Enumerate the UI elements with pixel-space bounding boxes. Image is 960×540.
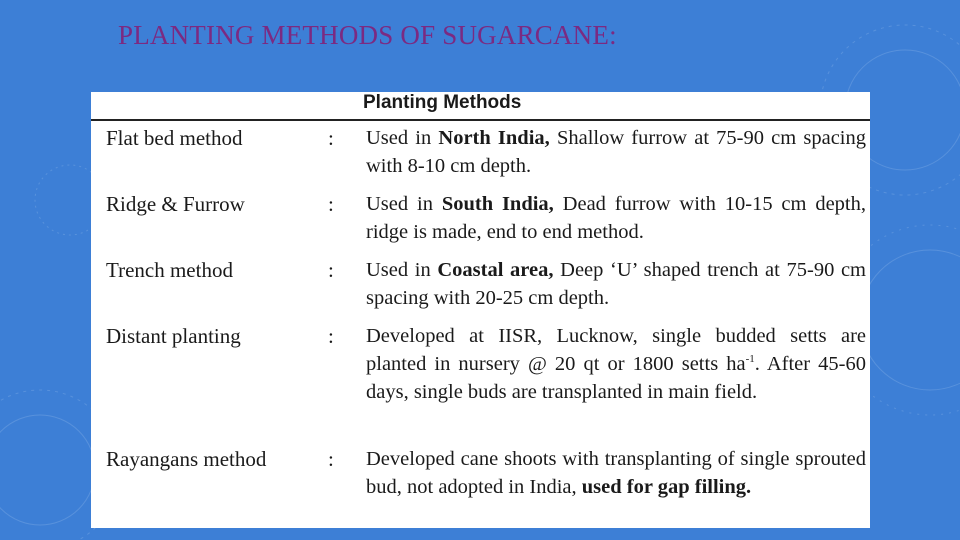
row-description: Used in Coastal area, Deep ‘U’ shaped trench at 75-90 cm spacing with 20-25 cm depth. — [366, 259, 866, 309]
row-separator: : — [328, 192, 334, 216]
row-description: Developed cane shoots with transplanting of single sprouted bud, not adopted in India, used for gap filling. — [366, 448, 866, 498]
row-term: Rayangans method — [106, 447, 267, 471]
slide-title: PLANTING METHODS OF SUGARCANE: — [118, 20, 617, 50]
row-separator: : — [328, 324, 334, 348]
row-separator: : — [328, 447, 334, 471]
planting-methods-table — [91, 92, 870, 528]
row-description: Used in South India, Dead furrow with 10-15 cm depth, ridge is made, end to end method. — [366, 193, 867, 243]
row-separator: : — [328, 258, 334, 282]
row-description: Developed at IISR, Lucknow, single budded setts are planted in nursery @ 20 qt or 1800 setts $ha^{-1}$. After 45-60 days, single buds are transplanted in main field. — [366, 325, 866, 403]
row-separator: : — [328, 126, 334, 150]
row-description: Used in North India, Shallow furrow at 75-90 cm spacing with 8-10 cm depth. — [366, 127, 866, 177]
table-heading — [91, 92, 870, 121]
row-term: Flat bed method — [106, 126, 243, 150]
table-heading-label: Planting Methods — [363, 92, 522, 113]
row-term: Ridge & Furrow — [106, 192, 245, 216]
row-term: Trench method — [106, 258, 233, 282]
row-term: Distant planting — [106, 324, 241, 348]
